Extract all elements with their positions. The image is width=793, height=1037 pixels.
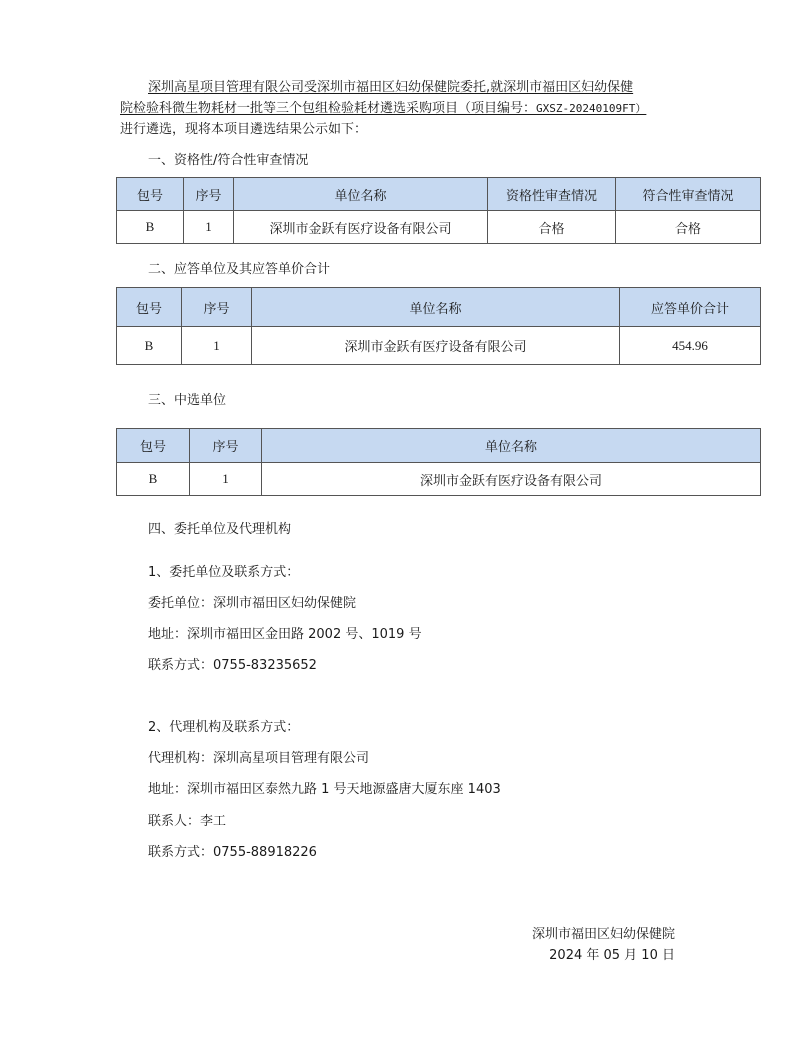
- cell-unit-name: 深圳市金跃有医疗设备有限公司: [262, 463, 761, 496]
- agency-title: 2、代理机构及联系方式：: [148, 720, 300, 735]
- agency-contact: 联系方式：0755-88918226: [148, 845, 317, 860]
- header-unit-name: 单位名称: [234, 178, 488, 211]
- cell-seq: 1: [190, 463, 262, 496]
- table-row: [117, 327, 761, 365]
- header-unit-name: 单位名称: [262, 429, 761, 463]
- header-seq: 序号: [184, 178, 234, 211]
- client-address: 地址：深圳市福田区金田路 2002 号、1019 号: [148, 627, 422, 642]
- cell-unit-name: 深圳市金跃有医疗设备有限公司: [252, 327, 620, 365]
- section2-heading: 二、应答单位及其应答单价合计: [148, 262, 331, 277]
- header-seq: 序号: [182, 288, 252, 327]
- section1-heading: 一、资格性/符合性审查情况: [148, 153, 309, 168]
- intro-line-3: 进行遴选，现将本项目遴选结果公示如下：: [120, 122, 368, 137]
- intro-line-2-text: 院检验科微生物耗材一批等三个包组检验耗材遴选采购项目（项目编号：: [120, 101, 537, 116]
- intro-line-2: [120, 97, 646, 116]
- header-compliance: 符合性审查情况: [616, 178, 761, 211]
- agency-name: 代理机构：深圳高星项目管理有限公司: [148, 751, 370, 766]
- header-package: 包号: [117, 178, 184, 211]
- cell-package: B: [117, 327, 182, 365]
- project-code: GXSZ-20240109FT）: [536, 102, 647, 115]
- cell-total-price: 454.96: [620, 327, 761, 365]
- section3-heading: 三、中选单位: [148, 393, 227, 408]
- signature-date: 2024 年 05 月 10 日: [549, 948, 675, 963]
- client-name: 委托单位：深圳市福田区妇幼保健院: [148, 596, 357, 611]
- section4-heading: 四、委托单位及代理机构: [148, 522, 292, 537]
- cell-seq: 1: [182, 327, 252, 365]
- agency-person: 联系人：李工: [148, 814, 227, 829]
- cell-package: B: [117, 211, 184, 244]
- header-seq: 序号: [190, 429, 262, 463]
- table-row: [117, 211, 761, 244]
- header-unit-name: 单位名称: [252, 288, 620, 327]
- header-package: 包号: [117, 288, 182, 327]
- cell-package: B: [117, 463, 190, 496]
- qualification-table: [116, 177, 761, 244]
- signature-org: 深圳市福田区妇幼保健院: [531, 927, 675, 942]
- client-contact: 联系方式：0755-83235652: [148, 658, 317, 673]
- selected-unit-table: [116, 428, 761, 496]
- cell-seq: 1: [184, 211, 234, 244]
- client-title: 1、委托单位及联系方式：: [148, 565, 300, 580]
- header-package: 包号: [117, 429, 190, 463]
- cell-unit-name: 深圳市金跃有医疗设备有限公司: [234, 211, 488, 244]
- intro-line-1: 深圳高星项目管理有限公司受深圳市福田区妇幼保健院委托,就深圳市福田区妇幼保健: [148, 80, 634, 95]
- header-qualification: 资格性审查情况: [488, 178, 616, 211]
- cell-compliance: 合格: [616, 211, 761, 244]
- quote-table: [116, 287, 761, 365]
- header-total-price: 应答单价合计: [620, 288, 761, 327]
- agency-address: 地址：深圳市福田区泰然九路 1 号天地源盛唐大厦东座 1403: [148, 782, 501, 797]
- cell-qualification: 合格: [488, 211, 616, 244]
- table-row: [117, 463, 761, 496]
